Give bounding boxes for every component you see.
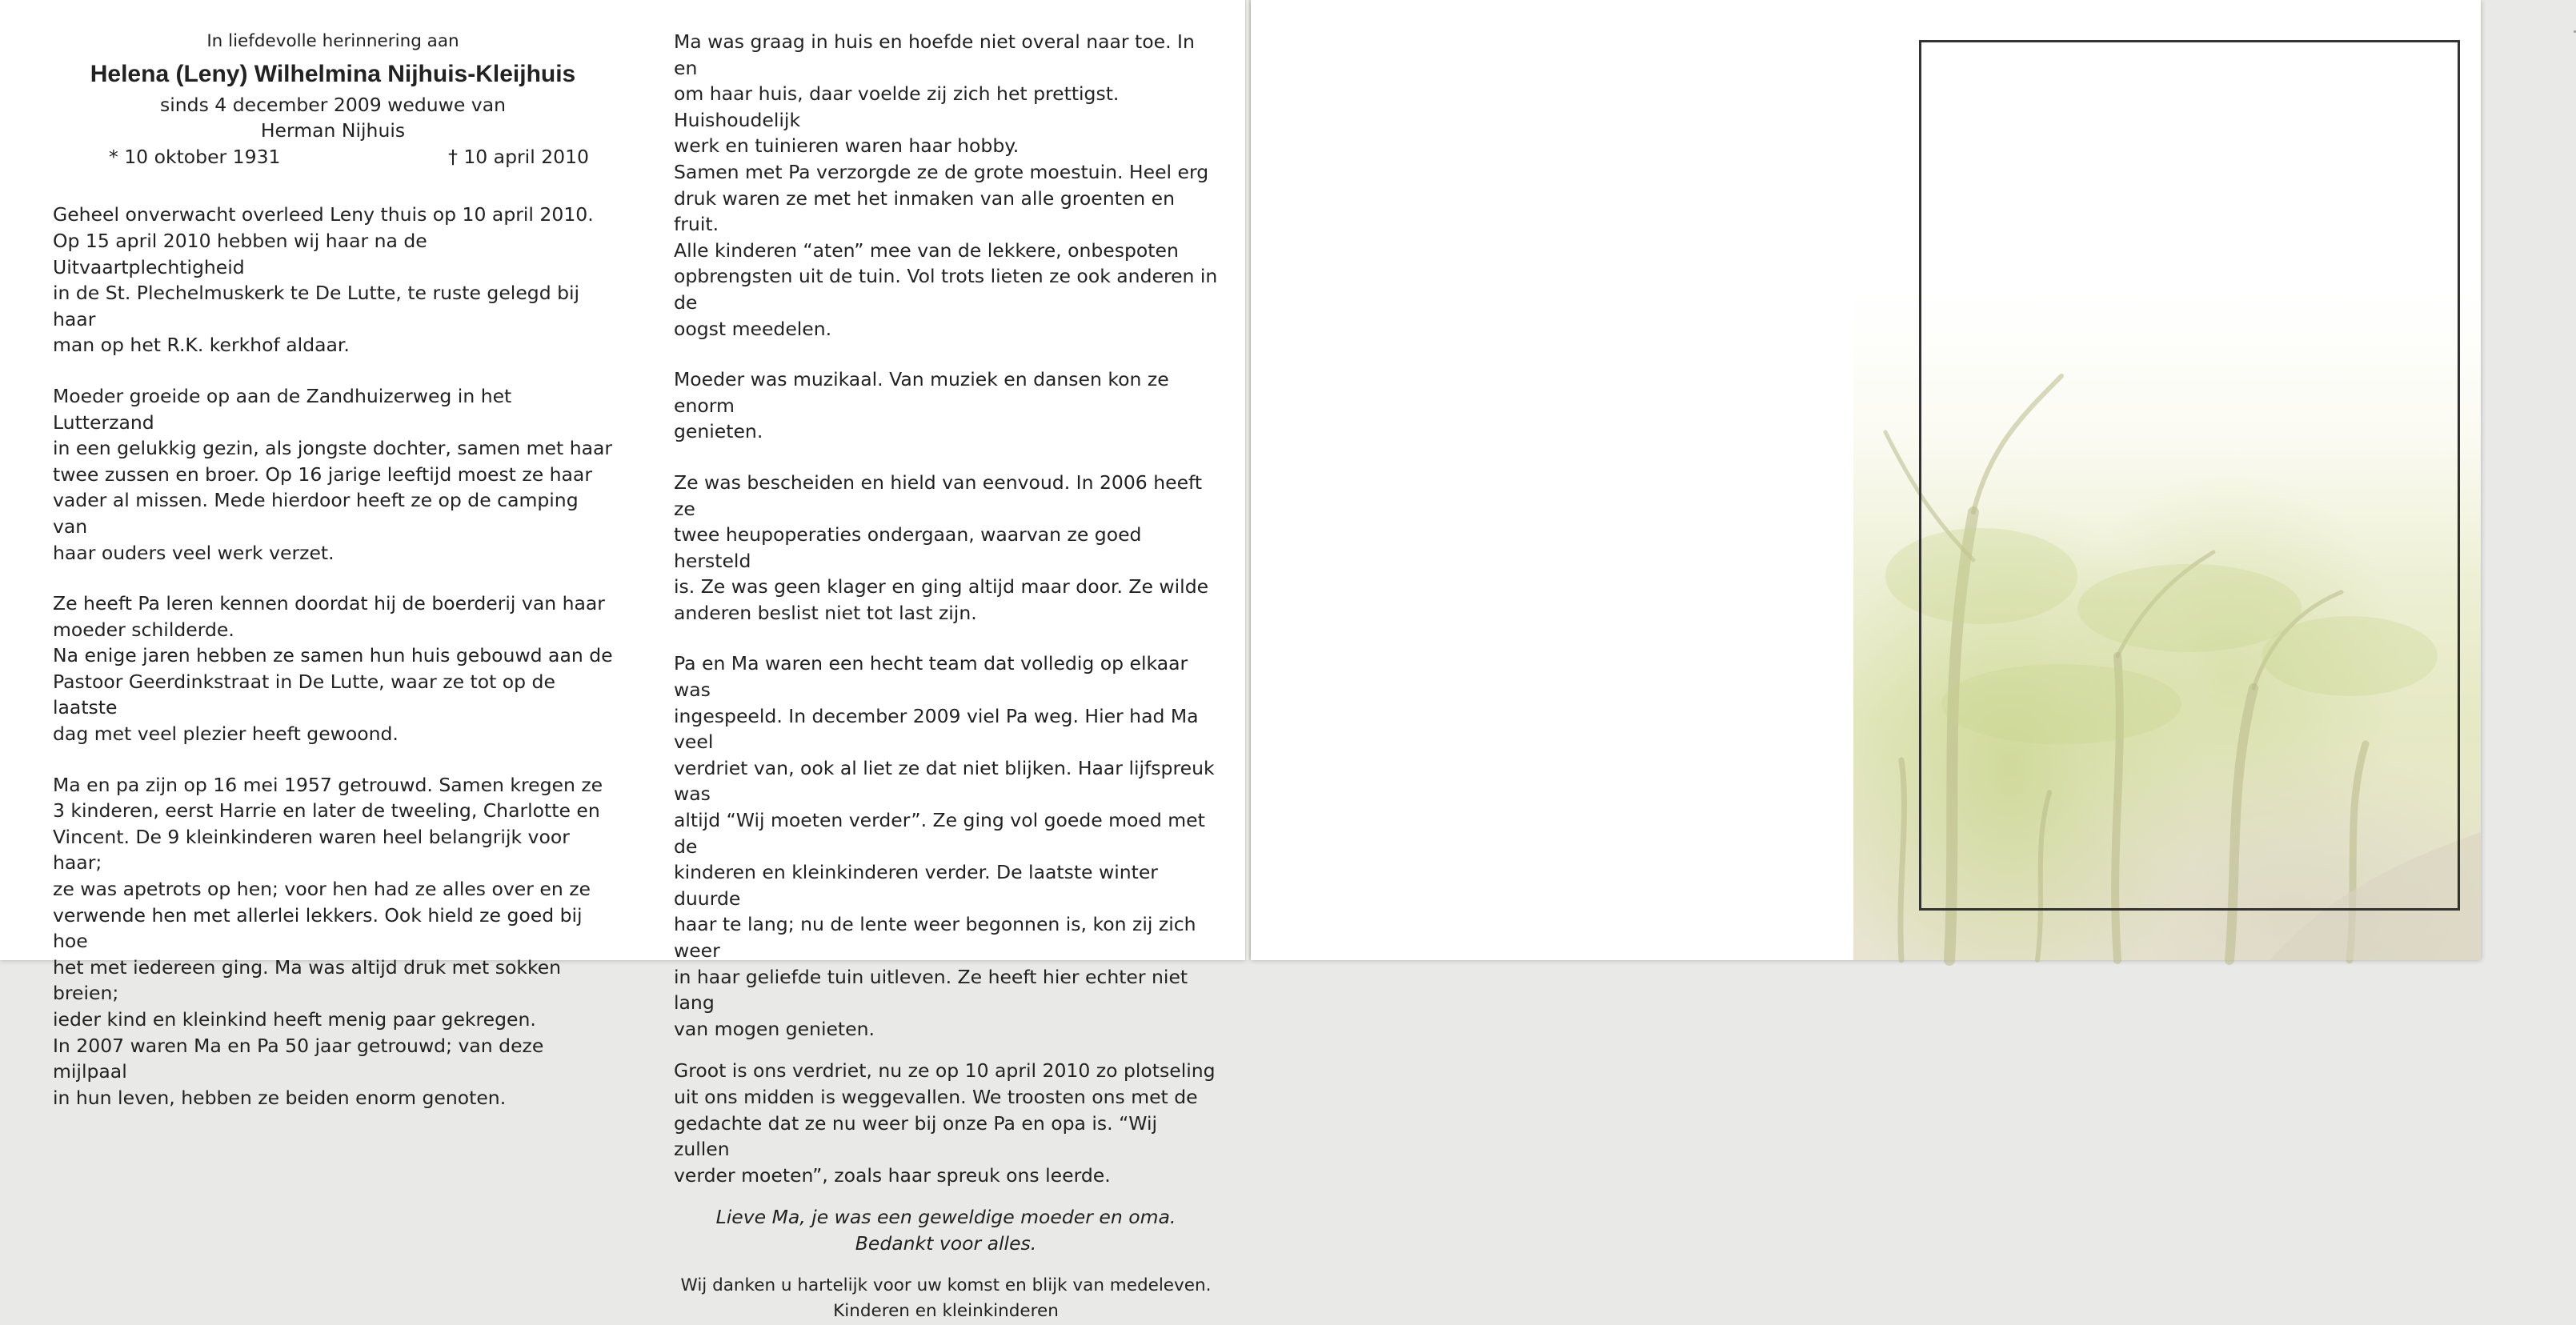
- text-line: In 2007 waren Ma en Pa 50 jaar getrouwd; van deze mijlpaal: [53, 1034, 544, 1083]
- text-line: werk en tuinieren waren haar hobby.: [674, 134, 1020, 158]
- text-line: haar ouders veel werk verzet.: [53, 541, 335, 564]
- text-line: genieten.: [674, 420, 763, 443]
- text-line: in een gelukkig gezin, als jongste dochter, samen met haar: [53, 437, 613, 460]
- text-line: Op 15 april 2010 hebben wij haar na de Uitvaartplechtigheid: [53, 229, 427, 278]
- text-line: twee zussen en broer. Op 16 jarige leeftijd moest ze haar: [53, 462, 592, 486]
- death-date: † 10 april 2010: [448, 145, 589, 168]
- text-line: ze was apetrots op hen; voor hen had ze alles over en ze: [53, 878, 591, 901]
- right-text-column: [674, 29, 1218, 1325]
- text-line: Ze was bescheiden en hield van eenvoud. In 2006 heeft ze: [674, 470, 1203, 520]
- text-line: man op het R.K. kerkhof aldaar.: [53, 334, 350, 357]
- paragraph-passing: [53, 202, 613, 358]
- paragraph-team: [674, 650, 1218, 1042]
- text-line: vader al missen. Mede hierdoor heeft ze op de camping van: [53, 489, 579, 538]
- text-line: verdriet van, ook al liet ze dat niet blijken. Haar lijfspreuk was: [674, 756, 1215, 806]
- widow-line: sinds 4 december 2009 weduwe van: [160, 93, 506, 116]
- text-line: Geheel onverwacht overleed Leny thuis op 10 april 2010.: [53, 203, 594, 226]
- left-text-column: [53, 29, 613, 1111]
- text-line: om haar huis, daar voelde zij zich het prettigst. Huishoudelijk: [674, 82, 1120, 131]
- text-line: moeder schilderde.: [53, 618, 234, 641]
- card-outside-page: [1251, 0, 2481, 960]
- text-line: Ze heeft Pa leren kennen doordat hij de boerderij van haar: [53, 592, 605, 615]
- paragraph-childhood: [53, 383, 613, 566]
- card-fold: [1245, 0, 1251, 960]
- text-line: dag met veel plezier heeft gewoond.: [53, 723, 399, 746]
- text-line: gedachte dat ze nu weer bij onze Pa en opa is. “Wij zullen: [674, 1111, 1158, 1161]
- paragraph-meeting: [53, 590, 613, 747]
- photo-frame: [1919, 40, 2460, 911]
- paragraph-grief: [674, 1058, 1218, 1188]
- text-line: Moeder groeide op aan de Zandhuizerweg in het Lutterzand: [53, 384, 512, 434]
- text-line: Samen met Pa verzorgde ze de grote moestuin. Heel erg: [674, 160, 1209, 183]
- text-line: altijd “Wij moeten verder”. Ze ging vol goede moed met de: [674, 809, 1205, 858]
- text-line: anderen beslist niet tot last zijn.: [674, 601, 977, 624]
- paragraph-family: [53, 772, 613, 1111]
- text-line: oogst meedelen.: [674, 317, 832, 340]
- text-line: Pa en Ma waren een hecht team dat volledig op elkaar was: [674, 652, 1188, 702]
- text-line: Alle kinderen “aten” mee van de lekkere, onbespoten: [674, 238, 1179, 262]
- text-line: uit ons midden is weggevallen. We troosten ons met de: [674, 1085, 1198, 1108]
- text-line: het met iedereen ging. Ma was altijd druk met sokken breien;: [53, 955, 562, 1005]
- text-line: verder moeten”, zoals haar spreuk ons leerde.: [674, 1163, 1111, 1187]
- paragraph-modesty: [674, 470, 1218, 626]
- text-line: Ma en pa zijn op 16 mei 1957 getrouwd. Samen kregen ze: [53, 773, 603, 796]
- deceased-name: Helena (Leny) Wilhelmina Nijhuis-Kleijhuis: [90, 60, 576, 87]
- text-line: is. Ze was geen klager en ging altijd maar door. Ze wilde: [674, 575, 1209, 598]
- text-line: van mogen genieten.: [674, 1017, 875, 1040]
- text-line: in de St. Plechelmuskerk te De Lutte, te ruste gelegd bij haar: [53, 282, 580, 330]
- text-line: druk waren ze met het inmaken van alle groenten en fruit.: [674, 186, 1176, 236]
- closing-words: [674, 1204, 1218, 1256]
- husband-name: Herman Nijhuis: [260, 119, 406, 142]
- thanks-line: Wij danken u hartelijk voor uw komst en blijk van medeleven.: [680, 1275, 1212, 1295]
- text-line: haar te lang; nu de lente weer begonnen is, kon zij zich weer: [674, 913, 1196, 962]
- text-line: ieder kind en kleinkind heeft menig paar gekregen.: [53, 1008, 536, 1031]
- text-line: in haar geliefde tuin uitleven. Ze heeft hier echter niet lang: [674, 965, 1188, 1015]
- text-line: opbrengsten uit de tuin. Vol trots lieten ze ook anderen in de: [674, 265, 1218, 314]
- text-line: Ma was graag in huis en hoefde niet overal naar toe. In en: [674, 30, 1195, 79]
- text-line: kinderen en kleinkinderen verder. De laatste winter duurde: [674, 861, 1158, 910]
- paragraph-music: [674, 366, 1218, 445]
- text-line: Lieve Ma, je was een geweldige moeder en oma.: [715, 1206, 1176, 1229]
- thanks-block: [674, 1273, 1218, 1325]
- text-line: Pastoor Geerdinkstraat in De Lutte, waar ze tot op de laatste: [53, 670, 555, 719]
- birth-date: * 10 oktober 1931: [109, 145, 281, 168]
- text-line: Vincent. De 9 kleinkinderen waren heel belangrijk voor haar;: [53, 825, 570, 875]
- text-line: 3 kinderen, eerst Harrie en later de tweeling, Charlotte en: [53, 799, 600, 823]
- intro-line: In liefdevolle herinnering aan: [206, 31, 459, 51]
- text-line: Moeder was muzikaal. Van muziek en dansen kon ze enorm: [674, 368, 1169, 417]
- card-inside-page: [0, 0, 1245, 1322]
- signature: Kinderen en kleinkinderen: [833, 1301, 1059, 1322]
- text-line: twee heupoperaties ondergaan, waarvan ze goed hersteld: [674, 523, 1142, 572]
- text-line: in hun leven, hebben ze beiden enorm genoten.: [53, 1086, 507, 1109]
- paragraph-home: [674, 29, 1218, 342]
- text-line: Groot is ons verdriet, nu ze op 10 april 2010 zo plotseling: [674, 1059, 1216, 1083]
- life-dates: [53, 144, 613, 170]
- text-line: ingespeeld. In december 2009 viel Pa weg. Hier had Ma veel: [674, 704, 1199, 754]
- text-line: verwende hen met allerlei lekkers. Ook hield ze goed bij hoe: [53, 903, 583, 953]
- text-line: Na enige jaren hebben ze samen hun huis gebouwd aan de: [53, 644, 613, 667]
- text-line: Bedankt voor alles.: [855, 1231, 1037, 1255]
